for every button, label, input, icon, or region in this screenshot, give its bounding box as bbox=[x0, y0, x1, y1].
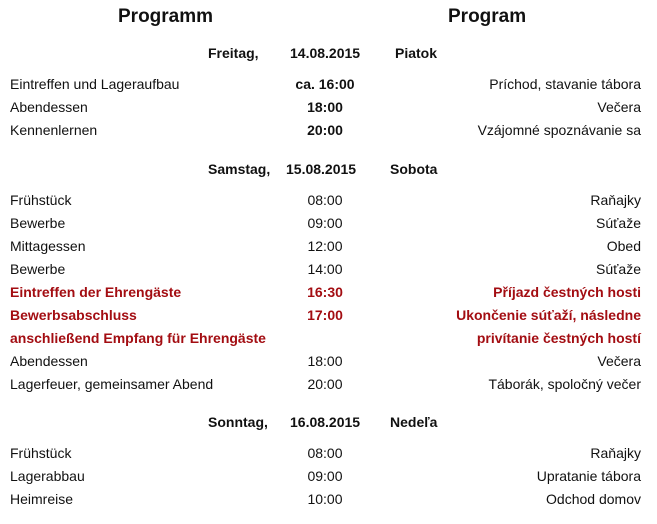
activity-de: Lagerabbau bbox=[10, 468, 85, 484]
day-date: 15.08.2015 bbox=[286, 161, 357, 177]
activity-time: 20:00 bbox=[307, 376, 343, 392]
activity-de: Frühstück bbox=[10, 192, 72, 208]
activity-sk: privítanie čestných hostí bbox=[476, 330, 641, 346]
schedule-row bbox=[0, 99, 657, 122]
activity-sk: Ukončenie súťaží, následne bbox=[456, 307, 641, 323]
activity-sk: Večera bbox=[597, 353, 641, 369]
activity-de: anschließend Empfang für Ehrengäste bbox=[10, 330, 266, 346]
activity-sk: Obed bbox=[606, 238, 641, 254]
schedule-row bbox=[0, 445, 657, 468]
activity-de: Mittagessen bbox=[10, 238, 86, 254]
activity-time: 16:30 bbox=[307, 284, 343, 300]
schedule-row-highlight bbox=[0, 284, 657, 307]
activity-sk: Príchod, stavanie tábora bbox=[489, 76, 641, 92]
day-date: 14.08.2015 bbox=[290, 45, 361, 61]
day-name-de: Samstag, bbox=[208, 161, 271, 177]
activity-de: Frühstück bbox=[10, 445, 72, 461]
activity-time: ca. 16:00 bbox=[295, 76, 355, 92]
schedule-row bbox=[0, 238, 657, 261]
schedule-row bbox=[0, 192, 657, 215]
activity-time: 18:00 bbox=[307, 353, 343, 369]
activity-time: 14:00 bbox=[307, 261, 343, 277]
activity-de: Abendessen bbox=[10, 353, 88, 369]
activity-de: Heimreise bbox=[10, 491, 74, 507]
title-german: Programm bbox=[118, 6, 214, 27]
day-name-de: Freitag, bbox=[208, 45, 259, 61]
day-name-sk: Piatok bbox=[395, 45, 438, 61]
schedule-row bbox=[0, 491, 657, 514]
activity-sk: Večera bbox=[597, 99, 641, 115]
activity-time: 09:00 bbox=[307, 215, 343, 231]
activity-de: Abendessen bbox=[10, 99, 88, 115]
schedule-row bbox=[0, 261, 657, 284]
activity-time: 20:00 bbox=[307, 122, 343, 138]
activity-de: Lagerfeuer, gemeinsamer Abend bbox=[10, 376, 214, 392]
day-date: 16.08.2015 bbox=[290, 414, 361, 430]
activity-sk: Odchod domov bbox=[546, 491, 641, 507]
activity-time: 09:00 bbox=[307, 468, 343, 484]
schedule-row bbox=[0, 376, 657, 399]
schedule-row bbox=[0, 353, 657, 376]
activity-sk: Táborák, spoločný večer bbox=[488, 376, 641, 392]
activity-sk: Súťaže bbox=[596, 261, 641, 277]
activity-time: 08:00 bbox=[307, 445, 343, 461]
activity-de: Bewerbsabschluss bbox=[10, 307, 137, 323]
activity-sk: Raňajky bbox=[590, 445, 641, 461]
activity-time: 18:00 bbox=[307, 99, 343, 115]
activity-time: 08:00 bbox=[307, 192, 343, 208]
day-name-sk: Sobota bbox=[390, 161, 438, 177]
schedule-row bbox=[0, 215, 657, 238]
activity-sk: Raňajky bbox=[590, 192, 641, 208]
schedule-row-highlight bbox=[0, 330, 657, 353]
activity-de: Bewerbe bbox=[10, 215, 66, 231]
day-name-de: Sonntag, bbox=[208, 414, 268, 430]
title-slovak: Program bbox=[448, 6, 527, 27]
activity-de: Eintreffen und Lageraufbau bbox=[10, 76, 180, 92]
activity-sk: Upratanie tábora bbox=[536, 468, 641, 484]
activity-de: Kennenlernen bbox=[10, 122, 98, 138]
schedule-row bbox=[0, 122, 657, 145]
schedule-row-highlight bbox=[0, 307, 657, 330]
schedule-row bbox=[0, 468, 657, 491]
activity-de: Bewerbe bbox=[10, 261, 66, 277]
activity-sk: Vzájomné spoznávanie sa bbox=[477, 122, 641, 138]
activity-time: 10:00 bbox=[307, 491, 343, 507]
schedule-row bbox=[0, 76, 657, 99]
activity-time: 12:00 bbox=[307, 238, 343, 254]
activity-time: 17:00 bbox=[307, 307, 343, 323]
activity-de: Eintreffen der Ehrengäste bbox=[10, 284, 182, 300]
activity-sk: Příjazd čestných hosti bbox=[493, 284, 641, 300]
day-name-sk: Nedeľa bbox=[390, 414, 438, 430]
activity-sk: Súťaže bbox=[596, 215, 641, 231]
